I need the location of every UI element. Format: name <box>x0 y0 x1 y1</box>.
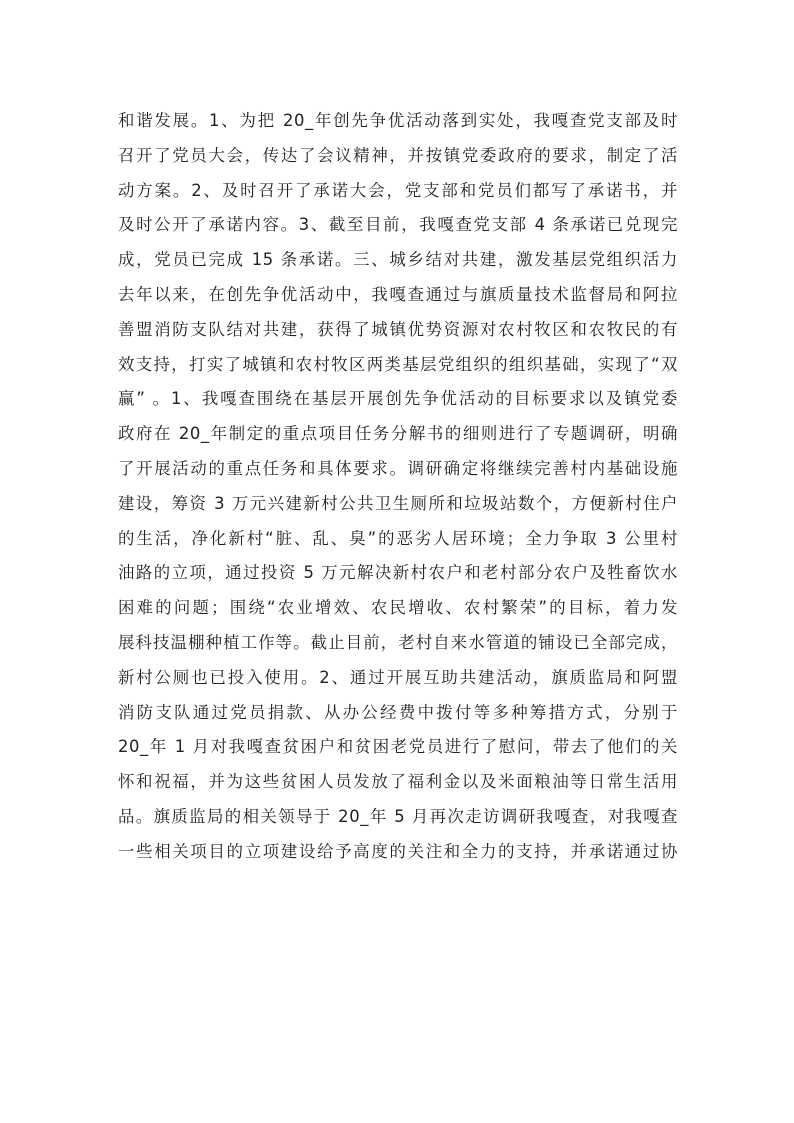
text-line: 展科技温棚种植工作等。截止目前，老村自来水管道的铺设已全部完成， <box>118 632 678 652</box>
text-line: 召开了党员大会，传达了会议精神，并按镇党委政府的要求，制定了活 <box>118 145 678 165</box>
text-line: 善盟消防支队结对共建，获得了城镇优势资源对农村牧区和农牧民的有 <box>118 319 678 339</box>
text-line: 政府在 20_年制定的重点项目任务分解书的细则进行了专题调研，明确 <box>118 424 678 444</box>
text-line: 一些相关项目的立项建设给予高度的关注和全力的支持，并承诺通过协 <box>118 841 678 861</box>
text-line: 去年以来，在创先争优活动中，我嘎查通过与旗质量技术监督局和阿拉 <box>118 284 678 304</box>
text-line: 动方案。2、及时召开了承诺大会，党支部和党员们都写了承诺书，并 <box>118 180 678 200</box>
text-line: 的生活，净化新村“脏、乱、臭”的恶劣人居环境；全力争取 3 公里村 <box>118 528 678 548</box>
text-line: 效支持，打实了城镇和农村牧区两类基层党组织的组织基础，实现了“双 <box>118 354 678 374</box>
text-line: 赢” 。1、我嘎查围绕在基层开展创先争优活动的目标要求以及镇党委 <box>118 389 678 409</box>
text-line: 品。旗质监局的相关领导于 20_年 5 月再次走访调研我嘎查，对我嘎查 <box>118 806 678 826</box>
text-line: 了开展活动的重点任务和具体要求。调研确定将继续完善村内基础设施 <box>118 458 678 478</box>
text-line: 油路的立项，通过投资 5 万元解决新村农户和老村部分农户及牲畜饮水 <box>118 563 678 583</box>
text-line: 及时公开了承诺内容。3、截至目前，我嘎查党支部 4 条承诺已兑现完 <box>118 215 678 235</box>
text-line: 怀和祝福，并为这些贫困人员发放了福利金以及米面粮油等日常生活用 <box>118 772 678 792</box>
body-paragraph <box>118 104 678 870</box>
text-line: 新村公厕也已投入使用。2、通过开展互助共建活动，旗质监局和阿盟 <box>118 667 678 687</box>
text-line: 建设，筹资 3 万元兴建新村公共卫生厕所和垃圾站数个，方便新村住户 <box>118 493 678 513</box>
text-line: 困难的问题；围绕“农业增效、农民增收、农村繁荣”的目标，着力发 <box>118 598 678 618</box>
text-line: 消防支队通过党员捐款、从办公经费中拨付等多种筹措方式，分别于 <box>118 702 678 722</box>
text-line: 和谐发展。1、为把 20_年创先争优活动落到实处，我嘎查党支部及时 <box>118 111 678 130</box>
text-line: 成，党员已完成 15 条承诺。三、城乡结对共建，激发基层党组织活力 <box>118 250 678 270</box>
text-line: 20_年 1 月对我嘎查贫困户和贫困老党员进行了慰问，带去了他们的关 <box>118 737 678 757</box>
